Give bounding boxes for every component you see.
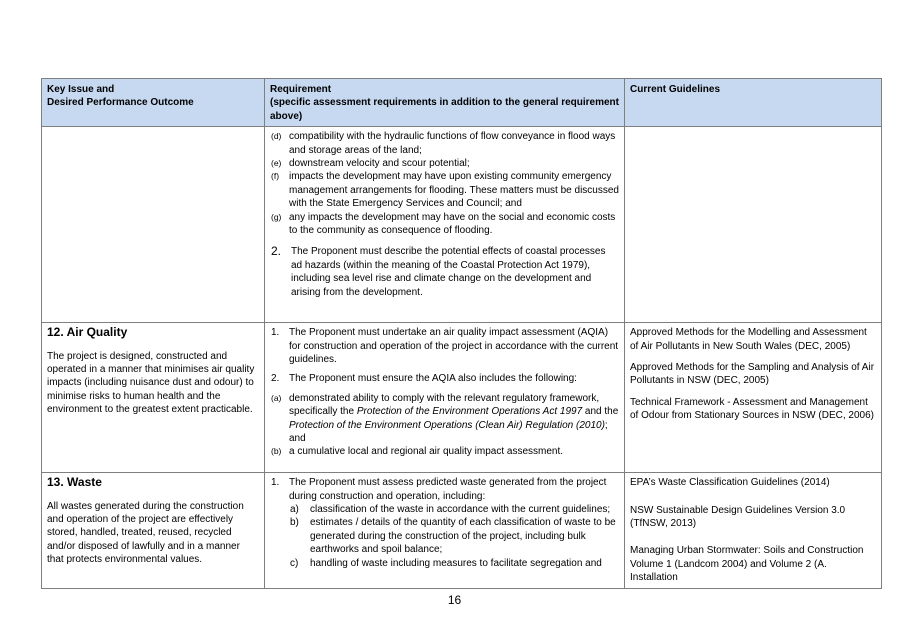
list-item xyxy=(270,476,619,503)
item-label: (b) xyxy=(271,446,282,457)
item-text: compatibility with the hydraulic functions of flow conveyance in flood ways and storage areas of the land; xyxy=(289,131,616,156)
list-item xyxy=(270,516,619,556)
guidelines-cell-waste xyxy=(625,473,882,588)
guidelines-cell-air xyxy=(625,323,882,473)
guideline-item: Managing Urban Stormwater: Soils and Construction Volume 1 (Landcom 2004) and Volume 2 (A. Installation xyxy=(630,545,864,584)
item-text-part: and the xyxy=(582,406,619,418)
item-label: (f) xyxy=(271,171,280,182)
item-label: (e) xyxy=(271,158,282,169)
desired-outcome: All wastes generated during the construction and operation of the project are effectively stored, handled, treated, reused, recycled and/or disposed of lawfully and in a manner that protects environmental values. xyxy=(47,500,244,566)
item-label: 2. xyxy=(271,244,282,259)
item-text: any impacts the development may have on the social and economic costs to the community as consequence of flooding. xyxy=(289,211,616,237)
item-text: The Proponent must ensure the AQIA also includes the following: xyxy=(289,373,577,385)
desired-outcome: The project is designed, constructed and operated in a manner that minimises air quality impacts (including nuisance dust and odour) to minimise risks to human health and the environment to the greatest extent practicable. xyxy=(47,350,255,416)
item-text: impacts the development may have upon existing community emergency management arrangements for flooding. These matters must be discussed with the State Emergency Services and Council; and xyxy=(289,171,619,210)
list-item xyxy=(270,245,619,299)
list-item xyxy=(270,130,619,157)
item-label: (d) xyxy=(271,131,282,142)
header-requirement-line1: Requirement xyxy=(270,84,332,95)
item-text: handling of waste including measures to facilitate segregation and xyxy=(310,557,602,569)
item-label: (a) xyxy=(271,392,282,403)
act-title: Protection of the Environment Operations Act 1997 xyxy=(356,406,583,418)
item-label: (g) xyxy=(271,211,282,222)
list-item xyxy=(270,372,619,385)
header-requirement xyxy=(265,79,625,127)
list-item xyxy=(270,392,619,446)
item-text: The Proponent must undertake an air quality impact assessment (AQIA) for construction and operation of the project in accordance with the current guidelines. xyxy=(289,327,619,366)
requirement-cell-flooding xyxy=(265,127,625,323)
guidelines-cell-empty xyxy=(625,127,882,323)
header-key-issue-line1: Key Issue and xyxy=(47,84,115,95)
item-label: c) xyxy=(290,557,299,569)
spacer xyxy=(270,237,619,245)
header-guidelines xyxy=(625,79,882,127)
item-text-part: ; and xyxy=(289,419,608,445)
requirements-table xyxy=(41,78,882,589)
table-header-row xyxy=(42,79,882,127)
item-text xyxy=(289,392,619,446)
item-label: a) xyxy=(290,504,299,516)
list-item xyxy=(270,503,619,516)
item-text: classification of the waste in accordance with the current guidelines; xyxy=(310,504,611,516)
regulation-title: Protection of the Environment Operations (Clean Air) Regulation (2010) xyxy=(289,419,605,431)
guideline-item: Approved Methods for the Modelling and Assessment of Air Pollutants in New South Wales (DEC, 2005) xyxy=(630,327,867,352)
list-item xyxy=(270,445,619,458)
header-guidelines-label: Current Guidelines xyxy=(630,84,721,95)
list-item xyxy=(270,326,619,366)
section-title: 12. Air Quality xyxy=(47,325,128,340)
item-label: 1. xyxy=(271,477,280,489)
item-label: 2. xyxy=(271,373,280,385)
item-label: 1. xyxy=(271,327,280,339)
table-row-air-quality xyxy=(42,323,882,473)
guideline-item: EPA’s Waste Classification Guidelines (2014) xyxy=(630,477,830,489)
header-key-issue xyxy=(42,79,265,127)
key-issue-cell-empty xyxy=(42,127,265,323)
item-text: a cumulative local and regional air quality impact assessment. xyxy=(289,446,564,458)
item-text: downstream velocity and scour potential; xyxy=(289,158,470,170)
table-row-flooding-continued xyxy=(42,127,882,323)
section-title: 13. Waste xyxy=(47,475,102,490)
header-key-issue-line2: Desired Performance Outcome xyxy=(47,97,194,109)
list-item xyxy=(270,557,619,570)
list-item xyxy=(270,211,619,238)
list-item xyxy=(270,157,619,170)
header-requirement-line2: (specific assessment requirements in addition to the general requirement above) xyxy=(270,97,619,122)
table-row-waste xyxy=(42,473,882,588)
key-issue-cell-waste xyxy=(42,473,265,588)
guideline-item: Technical Framework - Assessment and Management of Odour from Stationary Sources in NSW (DEC, 2006) xyxy=(630,396,874,422)
item-text: The Proponent must assess predicted waste generated from the project during construction and operation, including: xyxy=(289,477,607,502)
list-item xyxy=(270,170,619,210)
page-number: 16 xyxy=(447,593,462,607)
guideline-item: NSW Sustainable Design Guidelines Version 3.0 (TfNSW, 2013) xyxy=(630,504,846,530)
key-issue-cell-air xyxy=(42,323,265,473)
item-text: The Proponent must describe the potential effects of coastal processes ad hazards (within the meaning of the Coastal Protection Act 1979), including sea level rise and climate change on the development and arising from the development. xyxy=(291,246,606,298)
item-label: b) xyxy=(290,517,299,529)
requirement-cell-waste xyxy=(265,473,625,588)
item-text: estimates / details of the quantity of each classification of waste to be generated during the construction of the project, including bulk earthworks and spoil balance; xyxy=(310,517,616,556)
requirement-cell-air xyxy=(265,323,625,473)
item-text-part: demonstrated ability to comply with the relevant regulatory framework, specifically the xyxy=(289,392,600,418)
guideline-item: Approved Methods for the Sampling and Analysis of Air Pollutants in NSW (DEC, 2005) xyxy=(630,362,875,387)
